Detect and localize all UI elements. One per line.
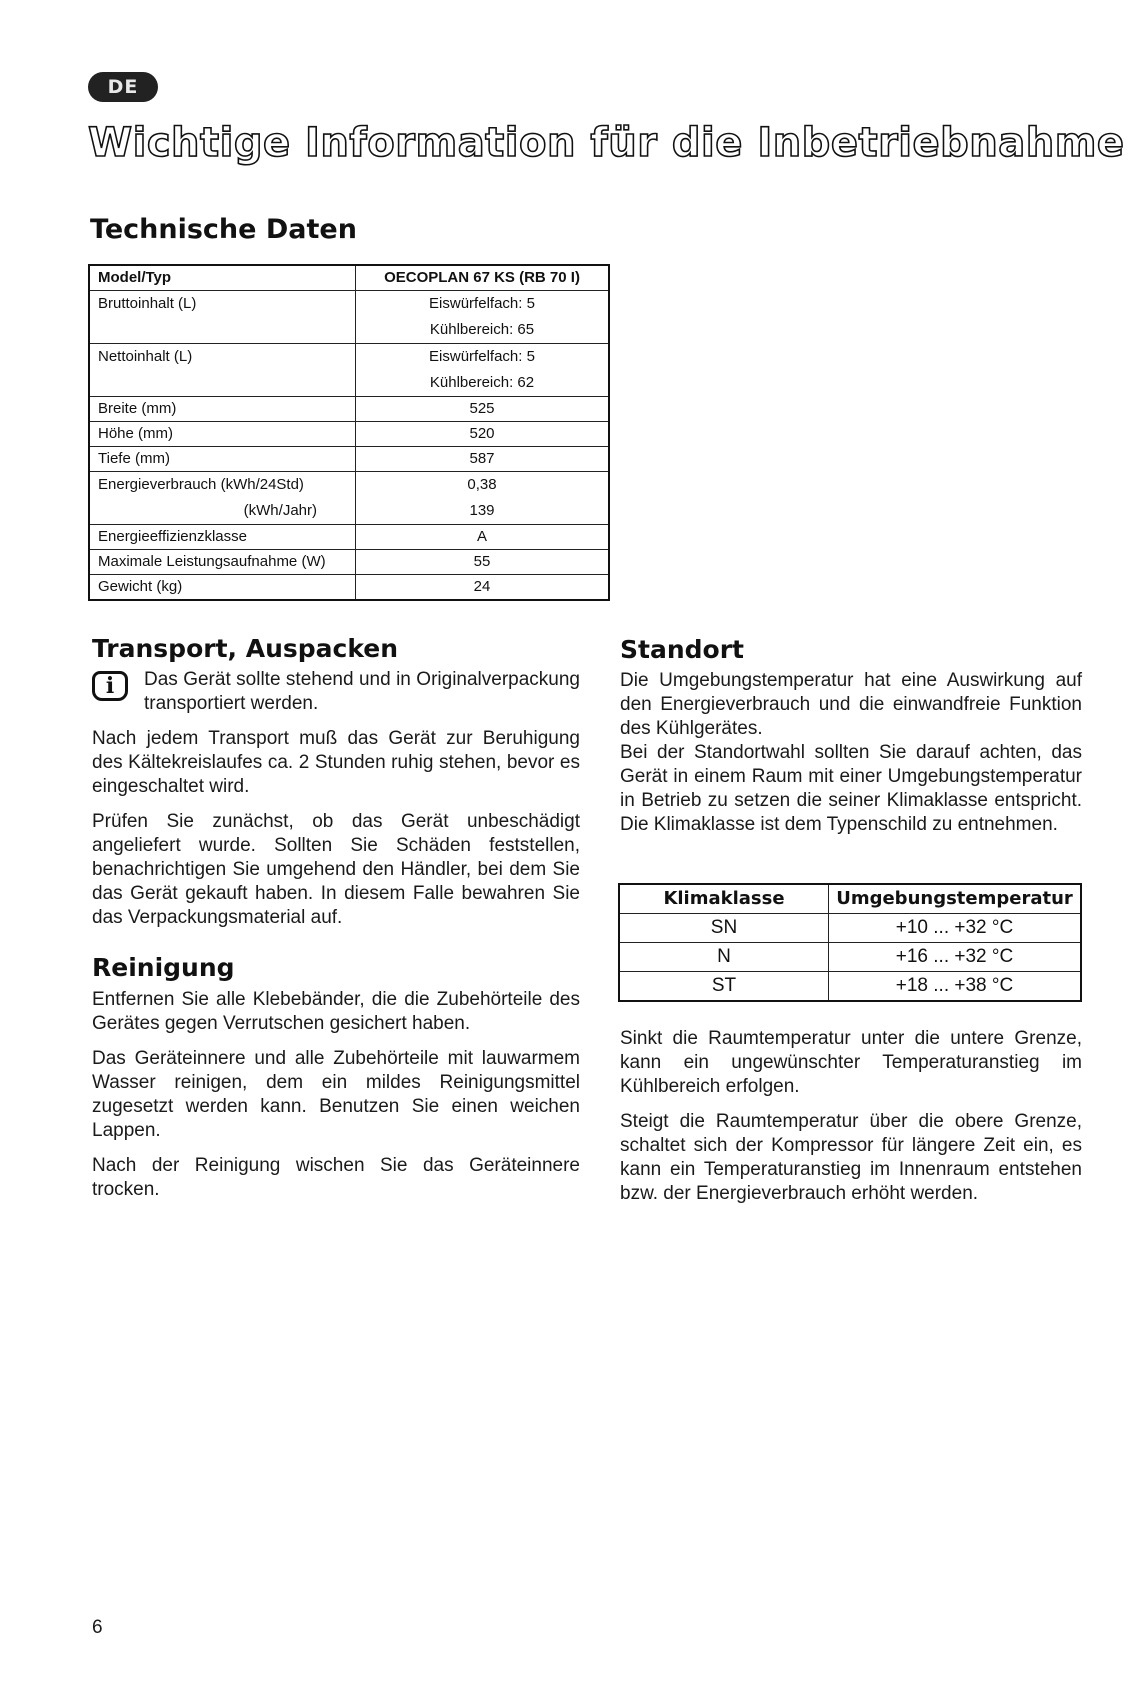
reinigung-section <box>92 988 580 1213</box>
value-line: 0,38 <box>467 476 497 493</box>
table-header-cell: OECOPLAN 67 KS (RB 70 I) <box>356 265 610 291</box>
language-badge: DE <box>88 72 158 102</box>
table-row <box>89 447 609 472</box>
value-line: Eiswürfelfach: 5 <box>429 295 535 312</box>
table-row <box>89 550 609 575</box>
paragraph: Nach der Reinigung wischen Sie das Geräteinnere trocken. <box>92 1155 580 1200</box>
table-cell-value <box>356 472 610 525</box>
climate-class-table <box>618 883 1082 1002</box>
table-header-row <box>619 884 1081 914</box>
paragraph: Prüfen Sie zunächst, ob das Gerät unbeschädigt angeliefert wurde. Sollten Sie Schäden feststellen, benachrichtigen Sie umgehend den Händler, bei dem Sie das Gerät gekauft haben. In diesem Falle bewahren Sie das Verpackungsmaterial auf. <box>92 811 580 928</box>
table-cell-label: Maximale Leistungsaufnahme (W) <box>89 550 356 575</box>
page-number: 6 <box>92 1617 103 1638</box>
table-row <box>89 525 609 550</box>
technical-data-table <box>88 264 610 601</box>
table-row <box>89 291 609 344</box>
technical-data-heading: Technische Daten <box>90 214 357 245</box>
table-row <box>619 943 1081 972</box>
climate-class-cell: N <box>619 943 829 972</box>
info-icon: i <box>92 671 128 701</box>
paragraph: Das Gerät sollte stehend und in Originalverpackung transportiert werden. <box>144 669 580 714</box>
table-cell-label: Bruttoinhalt (L) <box>89 291 356 344</box>
table-row <box>89 472 609 525</box>
table-header-cell: Umgebungstemperatur <box>829 884 1082 914</box>
table-cell-value: A <box>356 525 610 550</box>
standort-heading: Standort <box>620 635 744 664</box>
paragraph: Entfernen Sie alle Klebebänder, die die Zubehörteile des Gerätes gegen Verrutschen gesichert haben. <box>92 989 580 1034</box>
transport-heading: Transport, Auspacken <box>92 634 399 663</box>
value-line: Kühlbereich: 65 <box>429 321 535 338</box>
standort-notes <box>620 1027 1082 1217</box>
paragraph: Die Umgebungstemperatur hat eine Auswirkung auf den Energieverbrauch und die einwandfreie Funktion des Kühlgerätes. <box>620 670 1082 739</box>
paragraph: Das Geräteinnere und alle Zubehörteile mit lauwarmem Wasser reinigen, dem ein mildes Reinigungsmittel zugesetzt werden kann. Benutzen Sie einen weichen Lappen. <box>92 1048 580 1141</box>
table-row <box>89 575 609 601</box>
transport-section <box>92 668 580 941</box>
table-cell-label: Tiefe (mm) <box>89 447 356 472</box>
info-note <box>92 668 580 716</box>
standort-section <box>620 669 1082 848</box>
value-line: Eiswürfelfach: 5 <box>429 348 535 365</box>
reinigung-heading: Reinigung <box>92 953 235 982</box>
table-cell-value: 520 <box>356 422 610 447</box>
table-header-row <box>89 265 609 291</box>
table-cell-value: 24 <box>356 575 610 601</box>
table-row <box>89 397 609 422</box>
temperature-range-cell: +10 ... +32 °C <box>829 914 1082 943</box>
paragraph: Bei der Standortwahl sollten Sie darauf achten, das Gerät in einem Raum mit einer Umgebungstemperatur in Betrieb zu setzen die seiner Klimaklasse entspricht. Die Klimaklasse ist dem Typenschild zu entnehmen. <box>620 742 1082 835</box>
paragraph: Steigt die Raumtemperatur über die obere Grenze, schaltet sich der Kompressor für längere Zeit ein, es kann ein Temperaturanstieg im Innenraum entstehen bzw. der Energieverbrauch erhöht werden. <box>620 1111 1082 1204</box>
table-row <box>89 422 609 447</box>
table-cell-value: 55 <box>356 550 610 575</box>
table-cell-label: Energieeffizienzklasse <box>89 525 356 550</box>
table-cell-label: Nettoinhalt (L) <box>89 344 356 397</box>
temperature-range-cell: +16 ... +32 °C <box>829 943 1082 972</box>
table-cell-label: Höhe (mm) <box>89 422 356 447</box>
table-cell-value: 587 <box>356 447 610 472</box>
table-cell-label: Breite (mm) <box>89 397 356 422</box>
table-cell-value <box>356 344 610 397</box>
table-cell-label <box>89 472 356 525</box>
paragraph: Sinkt die Raumtemperatur unter die untere Grenze, kann ein ungewünschter Temperaturanstieg im Kühlbereich erfolgen. <box>620 1028 1082 1097</box>
value-line: 139 <box>469 502 495 519</box>
paragraph: Nach jedem Transport muß das Gerät zur Beruhigung des Kältekreislaufes ca. 2 Stunden ruhig stehen, bevor es eingeschaltet wird. <box>92 728 580 797</box>
table-header-cell: Klimaklasse <box>619 884 829 914</box>
table-cell-value: 525 <box>356 397 610 422</box>
table-row <box>619 914 1081 943</box>
table-row <box>619 972 1081 1002</box>
temperature-range-cell: +18 ... +38 °C <box>829 972 1082 1002</box>
value-line: Kühlbereich: 62 <box>429 374 535 391</box>
climate-class-cell: SN <box>619 914 829 943</box>
label-line: (kWh/Jahr) <box>243 502 317 519</box>
page-title: Wichtige Information für die Inbetriebnahme <box>88 120 1125 166</box>
table-row <box>89 344 609 397</box>
table-cell-value <box>356 291 610 344</box>
label-line: Energieverbrauch (kWh/24Std) <box>98 476 304 493</box>
table-header-cell: Model/Typ <box>89 265 356 291</box>
table-cell-label: Gewicht (kg) <box>89 575 356 601</box>
climate-class-cell: ST <box>619 972 829 1002</box>
